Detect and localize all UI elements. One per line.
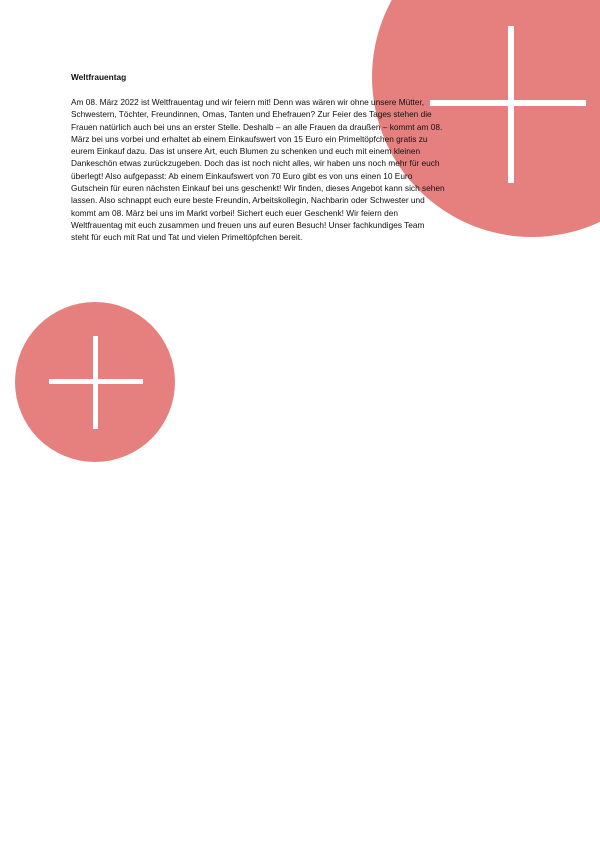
document-content bbox=[71, 71, 541, 244]
document-body-text: Am 08. März 2022 ist Weltfrauentag und wir feiern mit! Denn was wären wir ohne unsere Mütter, Schwestern, Töchter, Freundinnen, Omas, Tanten und Ehefrauen? Zur Feier des Tages stehen die Frauen natürlich auch bei uns an erster Stelle. Deshalb – an alle Frauen da draußen – kommt am 08. März bei uns vorbei und erhaltet ab einem Einkaufswert von 15 Euro ein Primeltöpfchen gratis zu eurem Einkauf dazu. Das ist unsere Art, euch Blumen zu schenken und euch mit einem kleinen Dankeschön etwas zurückzugeben. Doch das ist noch nicht alles, wir haben uns noch mehr für euch überlegt! Also aufgepasst: Ab einem Einkaufswert von 70 Euro gibt es von uns einen 10 Euro Gutschein für euren nächsten Einkauf bei uns geschenkt! Wir finden, dieses Angebot kann sich sehen lassen. Also schnappt euch eure beste Freundin, Arbeitskollegin, Nachbarin oder Schwester und kommt am 08. März bei uns im Markt vorbei! Sichert euch euer Geschenk! Wir feiern den Weltfrauentag mit euch zusammen und freuen uns auf euren Besuch! Unser fachkundiges Team steht für euch mit Rat und Tat und vielen Primeltöpfchen bereit. bbox=[71, 97, 445, 243]
document-title: Weltfrauentag bbox=[71, 72, 127, 82]
plus-circle-left-decoration bbox=[15, 302, 175, 462]
plus-icon-horizontal-bar bbox=[49, 379, 143, 384]
